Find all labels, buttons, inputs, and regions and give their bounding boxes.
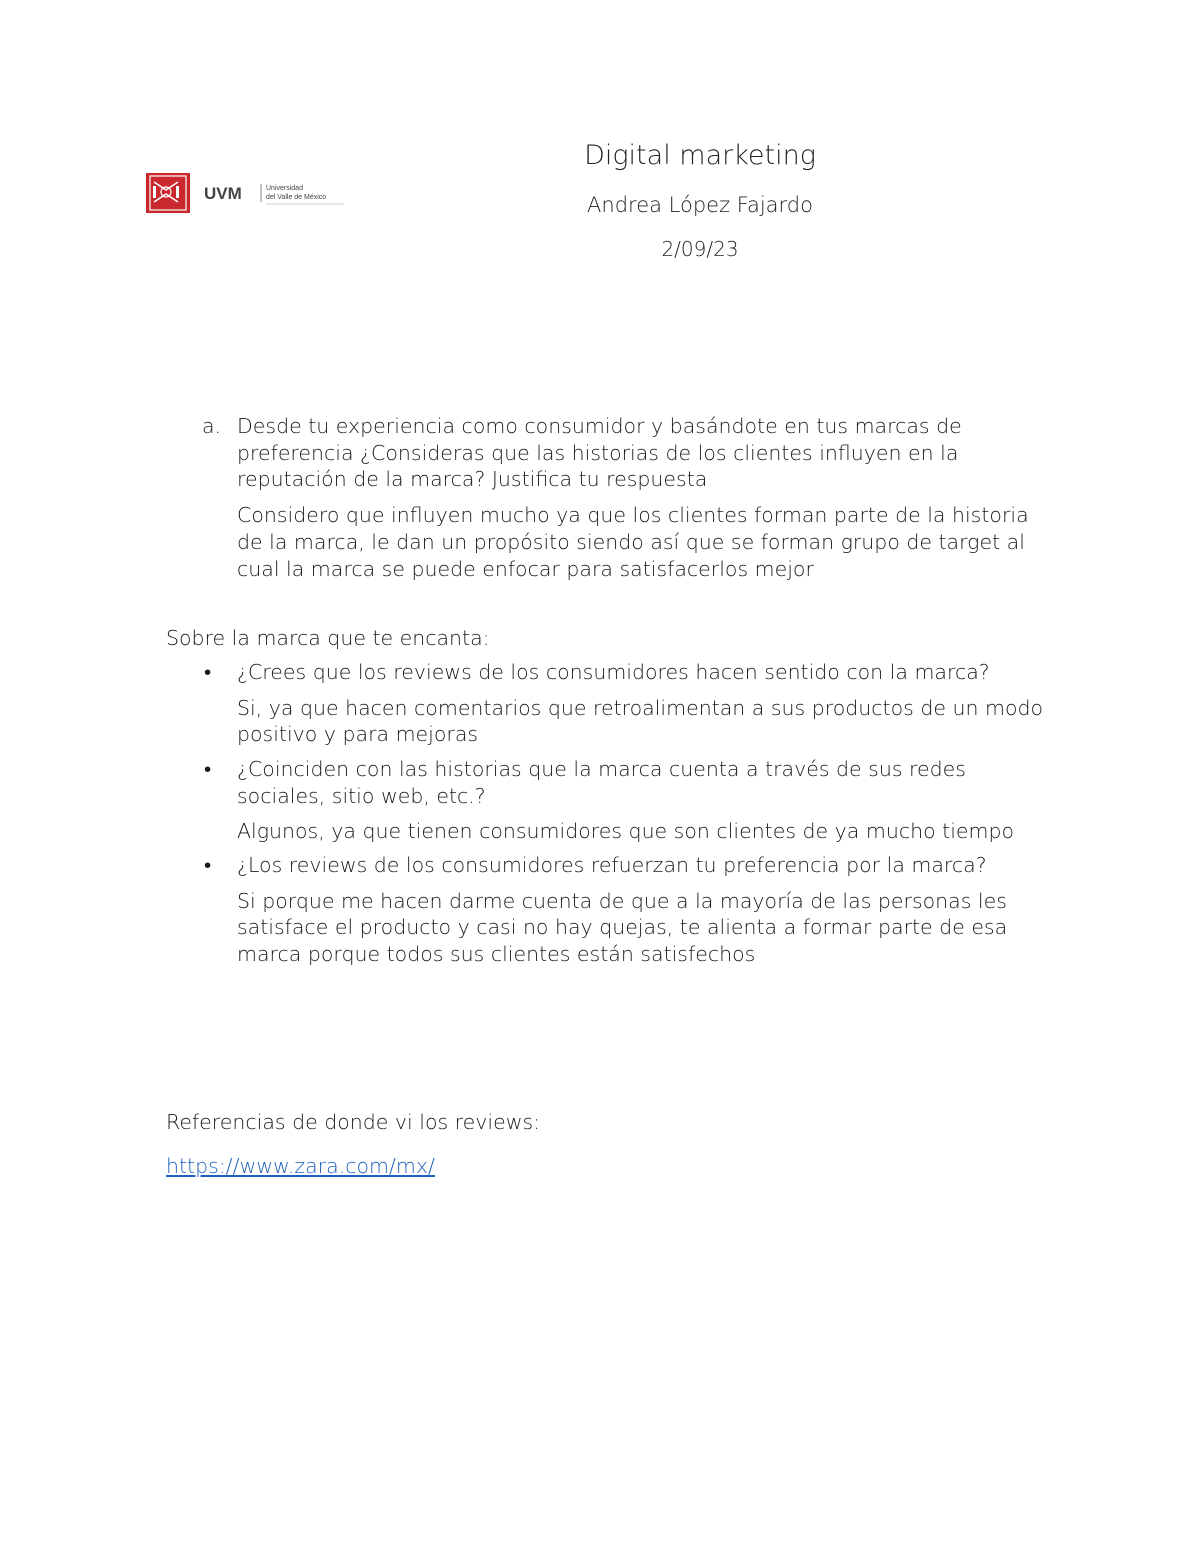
- uvm-subtitle-line2: del Valle de México: [266, 194, 327, 201]
- document-date: 2/09/23: [661, 237, 739, 261]
- question-a-block: [237, 413, 1057, 582]
- bullet-icon: •: [204, 660, 212, 684]
- uvm-logo: [144, 172, 349, 214]
- question-a-marker: a.: [202, 414, 222, 438]
- bullet-icon: •: [204, 757, 212, 781]
- uvm-subtitle-line1: Universidad: [266, 185, 303, 192]
- bullet-question: ¿Coinciden con las historias que la marca cuenta a través de sus redes sociales, sitio web, etc.?: [237, 757, 966, 808]
- document-author: Andrea López Fajardo: [587, 193, 813, 217]
- list-item: [237, 852, 1057, 968]
- bullet-answer: Si, ya que hacen comentarios que retroalimentan a sus productos de un modo positivo y para mejoras: [237, 695, 1044, 747]
- bullet-answer: Algunos, ya que tienen consumidores que son clientes de ya mucho tiempo: [237, 819, 1015, 844]
- question-a-text: Desde tu experiencia como consumidor y basándote en tus marcas de preferencia ¿Consideras que las historias de los clientes influyen en la reputación de la marca? Justifica tu respuesta: [237, 414, 962, 492]
- list-item: [237, 756, 1057, 845]
- bullet-question: ¿Los reviews de los consumidores refuerzan tu preferencia por la marca?: [237, 853, 987, 877]
- list-item: [237, 659, 1057, 748]
- bullet-question: ¿Crees que los reviews de los consumidores hacen sentido con la marca?: [237, 660, 990, 684]
- uvm-crest-icon: [144, 172, 349, 214]
- uvm-wordmark: UVM: [204, 184, 242, 203]
- bullet-answer: Si porque me hacen darme cuenta de que a la mayoría de las personas les satisface el producto y casi no hay quejas, te alienta a formar parte de esa marca porque todos sus clientes están satisfechos: [237, 888, 1008, 967]
- document-title: Digital marketing: [584, 140, 816, 171]
- references-label: Referencias de donde vi los reviews:: [166, 1110, 541, 1134]
- bullet-icon: •: [204, 853, 212, 877]
- reference-link[interactable]: https://www.zara.com/mx/: [166, 1154, 435, 1178]
- section-label: Sobre la marca que te encanta:: [166, 626, 490, 650]
- question-a-answer: Considero que influyen mucho ya que los clientes forman parte de la historia de la marca, le dan un propósito siendo así que se forman grupo de target al cual la marca se puede enfocar para satisfacerlos mejor: [237, 503, 1029, 581]
